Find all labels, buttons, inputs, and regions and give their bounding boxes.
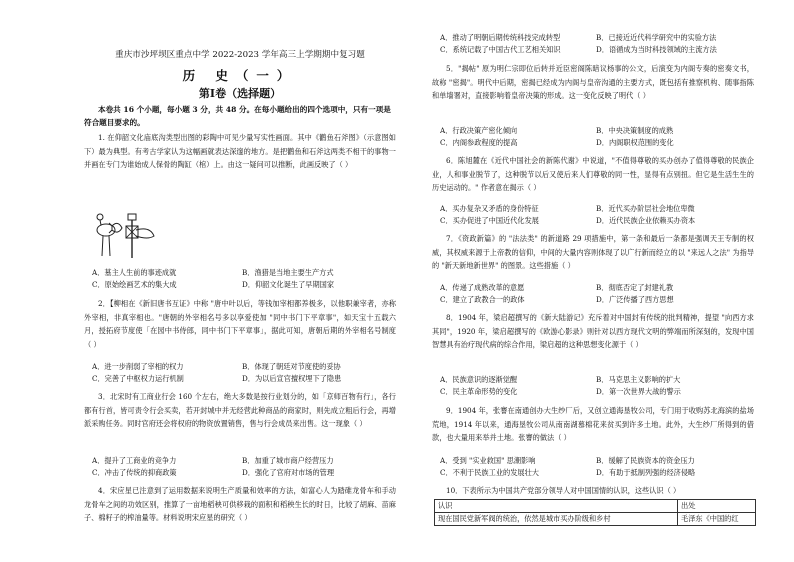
option-b: B．缓解了民族资本的资金压力	[596, 456, 695, 466]
question-10-table	[434, 499, 756, 526]
table-cell: 毛泽东《中国的红	[678, 513, 756, 526]
left-column	[84, 0, 396, 562]
table-header-cell: 出处	[678, 500, 756, 513]
question-6-options	[440, 203, 752, 228]
option-c: C．系统记载了中国古代工艺相关知识	[440, 45, 561, 55]
option-c: C．不利于民族工业的发展壮大	[440, 468, 539, 478]
question-6-stem: 6．陈旭麓在《近代中国社会的新陈代谢》中说道，"不值得尊敬的买办创办了值得尊敬的民族企业，人和事业脱节了，这种脱节以后又使后来人们尊敬的同一性，显得有点别扭。但它是生活生生的历史运动的。" 作者意在揭示（ ）	[432, 156, 754, 192]
option-a: A．传递了成熟改革的意愿	[440, 283, 525, 293]
exam-title: 重庆市沙坪坝区重点中学 2022-2023 学年高三上学期期中复习题	[115, 50, 365, 60]
option-c: C．内阁参政程度的提高	[440, 138, 518, 148]
option-d: D．语循成为当时科技领域的主流方法	[596, 45, 717, 55]
option-b: B．中央决策制度的成熟	[596, 126, 674, 136]
option-a: A．墓主人生前的事迹成就	[92, 268, 177, 278]
option-d: D．为以后宣官擅权埋下了隐患	[242, 374, 342, 384]
option-a: A．进一步削弱了宰相的权力	[92, 362, 184, 372]
option-d: D．强化了官府对市场的管理	[242, 468, 335, 478]
table-cell: 现在国民党新军阀的统治，依然是城市买办阶级和乡村	[435, 513, 678, 526]
question-7-options	[440, 282, 752, 307]
question-8-stem: 8．1904 年，梁启超撰写的《新大陆游记》充斥着对中国封有传统的批判精神，提望 "向西方求其同"，1920 年，梁启超撰写的《欧游心影录》则针对以西方现代文明的弊端而所深刻的，发现中国智慧具有治疗现代病的综合作用，梁启超的这种思想变化源于（ ）	[432, 313, 754, 349]
option-a: A．行政决策产密化倾向	[440, 126, 518, 136]
question-1-stem: 1. 在仰韶文化庙底沟类型出图的彩陶中可见少量写实性画面。其中《鹳鱼石斧图》（示意图如下）最为典型。有考古学家认为这幅画就表达深邃的地方。是把鹳鱼和石斧这两类不相干的事物一并画在专门为谁始成人保骨的陶缸（棺）上。由这一疑问可以推断，此画反映了（ ）	[84, 133, 396, 169]
option-d: D．有助于抵制列强的经济侵略	[596, 468, 696, 478]
table-header-cell: 认识	[435, 500, 678, 513]
option-b: B．渔猎是当地主要生产方式	[242, 268, 334, 278]
option-d: D．广泛传播了西方思想	[596, 295, 674, 305]
option-a: A．民族意识的逐渐觉醒	[440, 375, 518, 385]
question-9-options	[440, 455, 752, 480]
option-a: A．提升了工商业的竞争力	[92, 456, 177, 466]
option-b: B．马克思主义影响的扩大	[596, 375, 681, 385]
option-c: C．原始绘画艺术的集大成	[92, 280, 177, 290]
question-2-options	[92, 361, 392, 386]
table-header-row	[435, 500, 756, 513]
option-b: B．彻底否定了封建礼教	[596, 283, 674, 293]
table-row	[435, 513, 756, 526]
right-column	[432, 0, 754, 562]
option-c: C．建立了政教合一的政体	[440, 295, 525, 305]
option-d: D．第一次世界大战的警示	[596, 387, 681, 397]
option-d: D．内阁职权范围的变化	[596, 138, 674, 148]
stork-fish-axe-figure	[92, 208, 158, 260]
option-d: D．近代民族企业依赖买办资本	[596, 216, 696, 226]
question-4-options	[440, 32, 752, 57]
option-a: A．受到 "实业救国" 思潮影响	[440, 456, 536, 466]
option-b: B．加重了城市商户经营压力	[242, 456, 334, 466]
question-5-stem: 5．"揭帖" 原为明仁宗即位后转并近臣密阁陈暗议杨事的公文，后演变为内阁专奏的密奏文书，故称 "密揭"。明代中后期，密揭已经成为内阁与皇帝沟通的主要方式，既包括有推察机构、随事指陈和单墙署对，直接影响着皇帝决策的形成。这一变化反映了明代（ ）	[432, 64, 754, 100]
question-9-stem: 9．1904 年，张謇在南通创办大生纱厂后，又创立通海垦牧公司，专门用于收购苏北海滨的盐场荒地，1914 年以来，通海垦牧公司从南南湖慕棉花来贫买到许多土地。此外，大生纱厂所得到的借款，也大量用来举并土地。张謇的做法（ ）	[432, 406, 754, 442]
question-4-stem: 4．宋应星已注意到了运用数据来说明生产质量和效率的方法，如富心人为踏碓龙骨车和手动龙骨车之间的功效区别，推算了一亩地稻秧可供移栽的面积和稻秧生长的时日，比较了胡麻、苗麻子、棉籽子的榨油量等。材料说明宋应星的研究（ ）	[84, 486, 396, 522]
option-a: A．推动了明朝后期传统科技完成转型	[440, 33, 561, 43]
option-a: A．买办复杂又矛盾的身份特征	[440, 204, 539, 214]
option-b: B．已接近近代科学研究中的实验方法	[596, 33, 717, 43]
question-10-stem: 10．下表所示为中国共产党部分领导人对中国国情的认识，这些认识（ ）	[446, 486, 681, 495]
question-3-stem: 3．北宋时有工商业行会 160 个左右，绝大多数是按行业划分的，如「京师百物有行」，各行都有行首，皆可责令行会买卖，若开封城中并无经营此种商品的商家时，则先成立粗后行会，再增派采购任务。同时官府还会将权府的物资放置销售，售与行会成员来出售。这一现象（ ）	[84, 392, 396, 428]
option-c: C．买办促进了中国近代化发展	[440, 216, 539, 226]
option-c: C．民主革命形势的变化	[440, 387, 518, 397]
option-c: C．完善了中枢权力运行机制	[92, 374, 184, 384]
question-5-options	[440, 125, 752, 150]
option-b: B．近代买办阶层社会地位卑微	[596, 204, 695, 214]
question-1-options	[92, 267, 392, 292]
option-b: B．体现了朝廷对节度使的妥协	[242, 362, 341, 372]
instructions: 本卷共 16 个小题，每小题 3 分，共 48 分。在每小题给出的四个选项中，只有一项是符合题目要求的。	[84, 105, 391, 127]
option-c: C．冲击了传统的抑商政策	[92, 468, 177, 478]
question-7-stem: 7．《资政新篇》的 "法法类" 的新道路 29 项措施中，第一条和最后一条都是强调天王专制的权威，其权威来源于上帝教的信仰，中间的大量内容则体现了以广行新而经立的以 "来远人之法" 为指导的 "新天新地新世界" 的图景。这些措施（ ）	[432, 234, 754, 270]
subject-title: 历 史（一）	[182, 68, 298, 83]
question-8-options	[440, 374, 752, 399]
question-2-stem: 2．【柳相在《新旧唐书互证》中称 "唐中叶以后，等钱加宰相都养极多，以他职兼宰者，亦称外宰相，非真宰相也。"唐朝的外宰相名号多以享爱使加 "同中书门下平章事"，如天宝十五载六月，授拓府节度使「在园中书侍郎，同中书门下平章事」，据此可知，唐朝后期的外宰相名号制度（ ）	[84, 299, 396, 349]
question-3-options	[92, 455, 392, 480]
option-d: D．仰韶文化诞生了早期国家	[242, 280, 335, 290]
section-title: 第Ⅰ卷（选择题）	[198, 87, 282, 100]
